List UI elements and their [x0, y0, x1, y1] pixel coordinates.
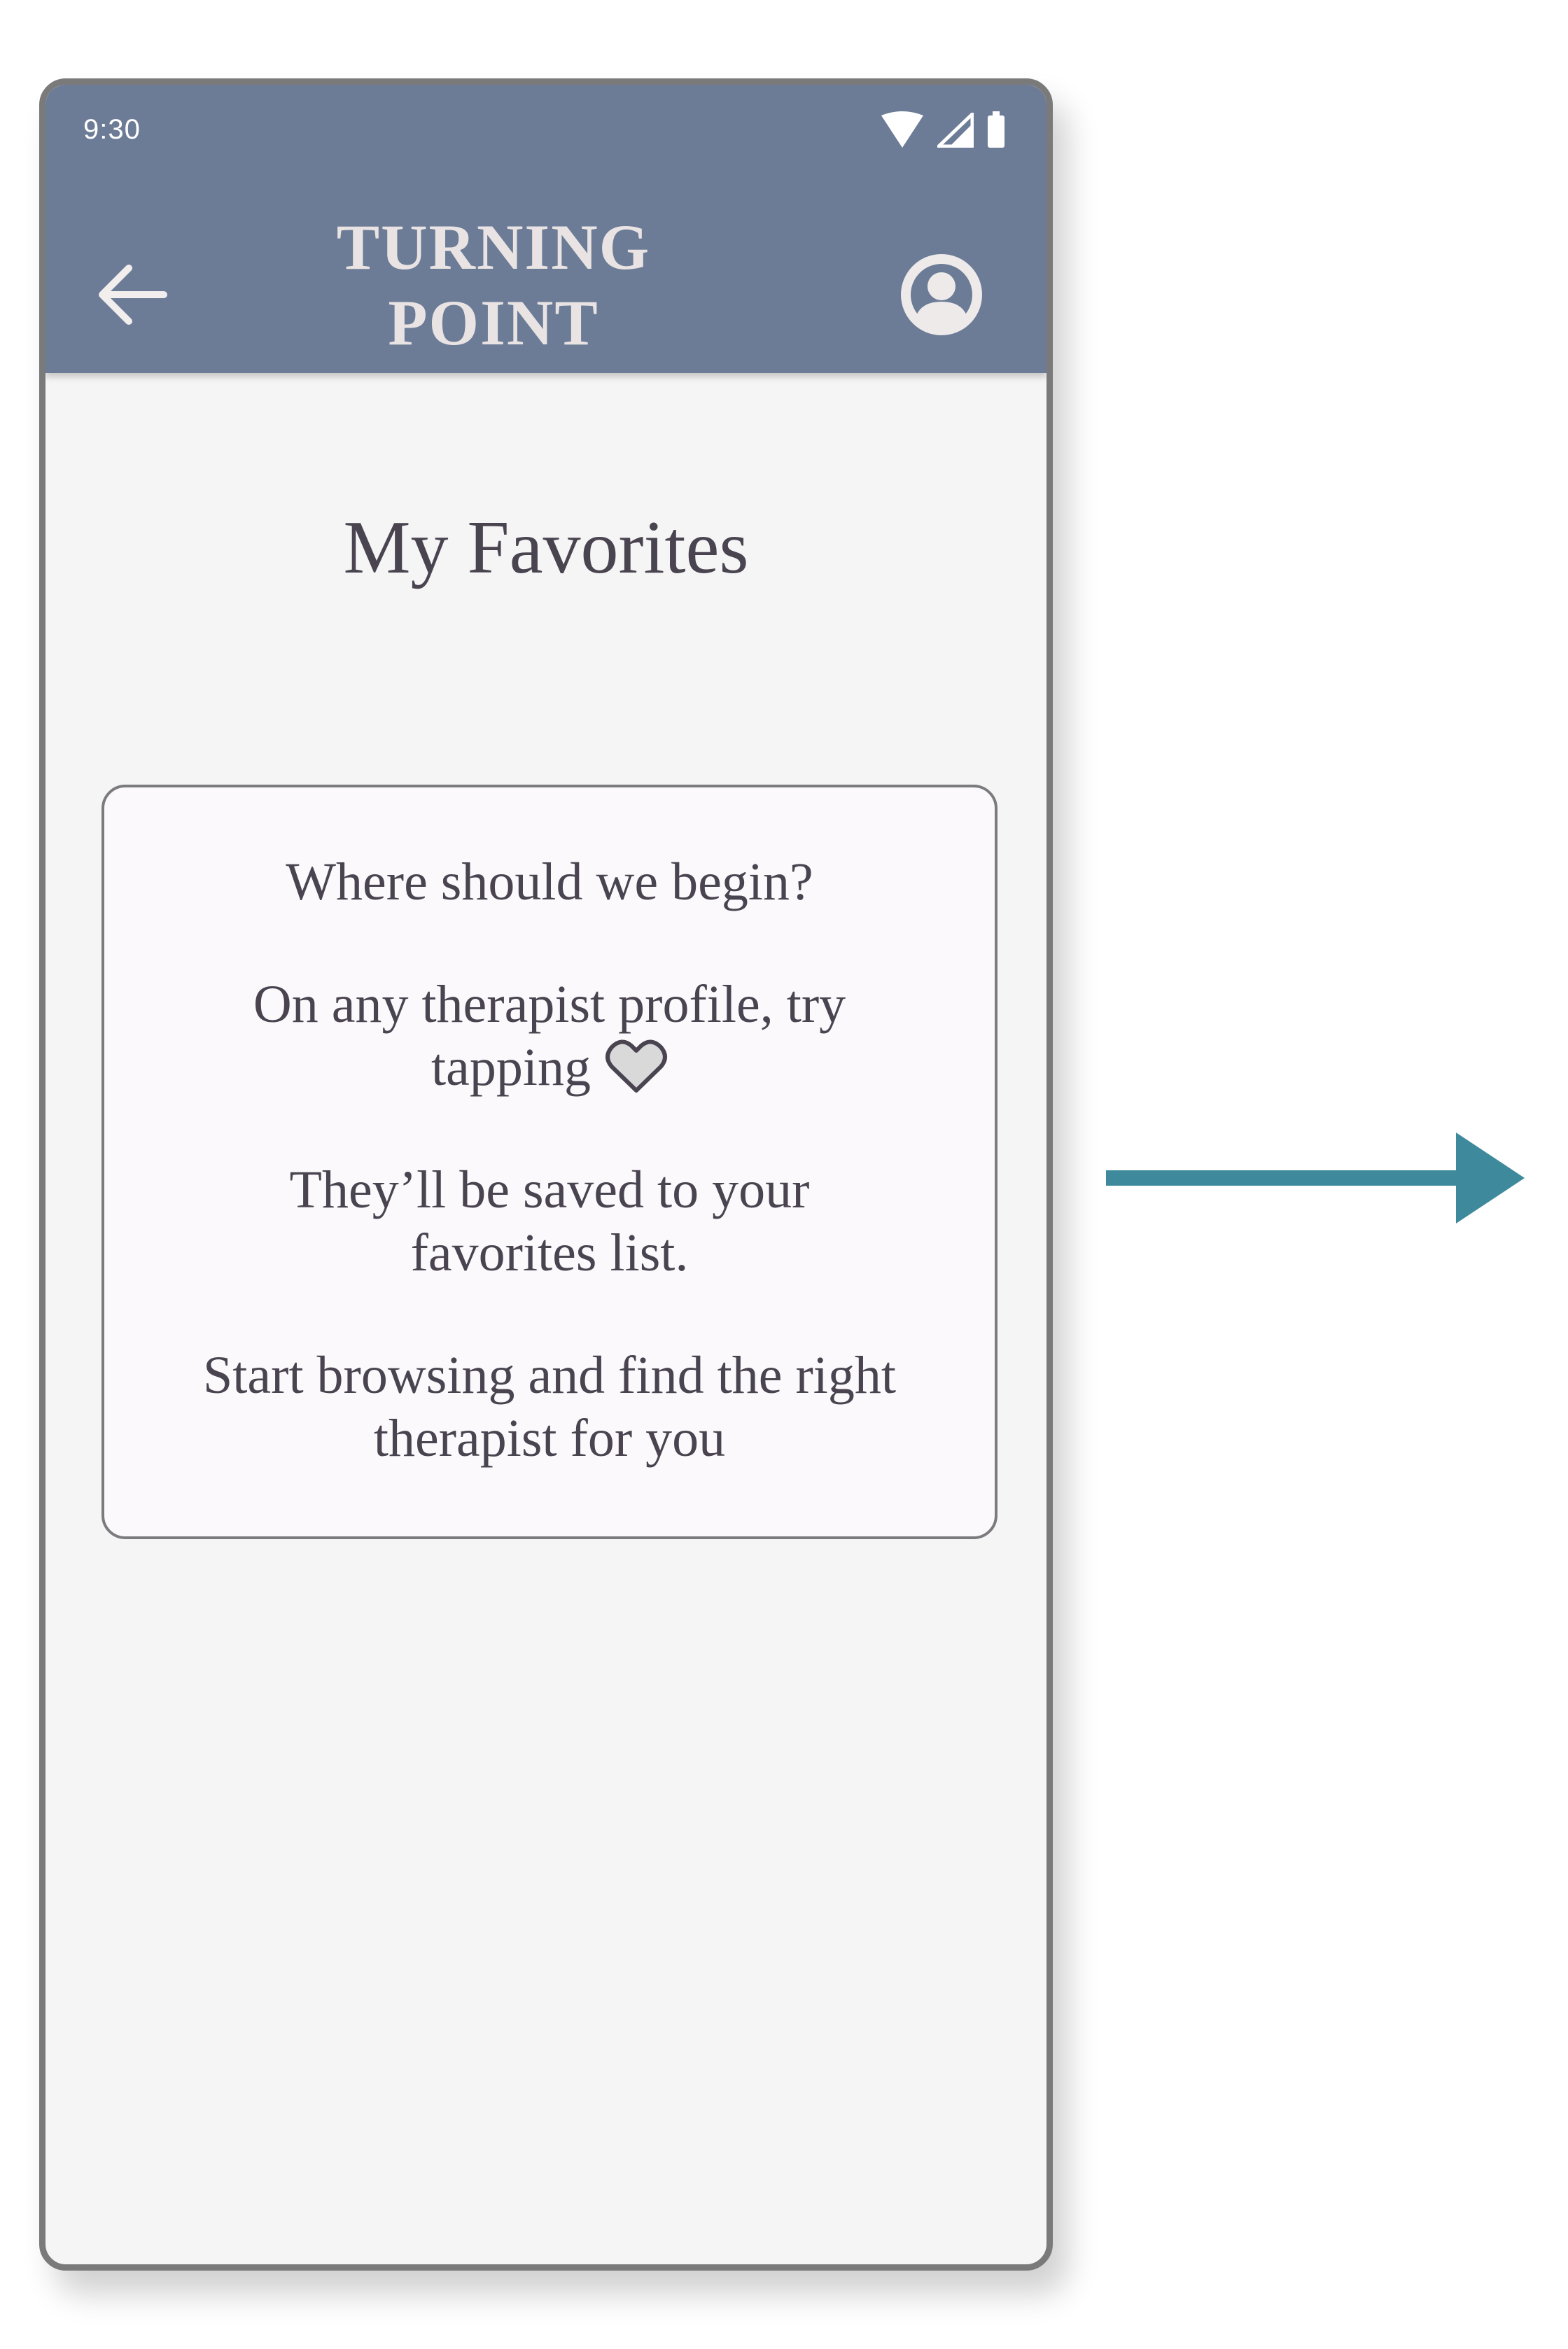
empty-state-instruction [132, 973, 967, 1109]
arrow-left-icon [95, 261, 169, 328]
empty-state-heading [132, 850, 967, 913]
empty-state-line-3b: favorites list. [410, 1223, 689, 1282]
brand-line-1: TURNING [336, 211, 651, 283]
page-title: My Favorites [343, 506, 749, 589]
empty-state-line-1: Where should we begin? [286, 853, 813, 911]
empty-state-line-4a: Start browsing and find the right [203, 1346, 896, 1405]
phone-frame [39, 78, 1053, 2271]
empty-state-line-4b: therapist for you [373, 1409, 726, 1468]
wifi-icon [880, 111, 925, 149]
empty-state-saved-info [132, 1158, 967, 1284]
flow-arrow-right-icon [1106, 1127, 1526, 1225]
heart-outline-icon [605, 1039, 668, 1109]
app-bar [46, 85, 1046, 373]
cell-signal-icon [937, 113, 974, 148]
empty-state-card [102, 785, 997, 1539]
status-icons [880, 111, 1006, 149]
empty-state-line-2b-row [132, 1036, 967, 1109]
empty-state-cta [132, 1344, 967, 1470]
empty-state-line-3a: They’ll be saved to your [289, 1161, 810, 1219]
empty-state-line-2a: On any therapist profile, try [253, 975, 846, 1034]
back-button[interactable] [90, 253, 174, 337]
profile-button[interactable] [886, 239, 997, 351]
empty-state-line-2b: tapping [431, 1038, 591, 1097]
status-time: 9:30 [83, 114, 141, 145]
brand-line-2: POINT [388, 287, 599, 358]
app-logo-text [298, 209, 690, 360]
battery-icon [986, 111, 1006, 149]
account-circle-icon [898, 251, 985, 338]
